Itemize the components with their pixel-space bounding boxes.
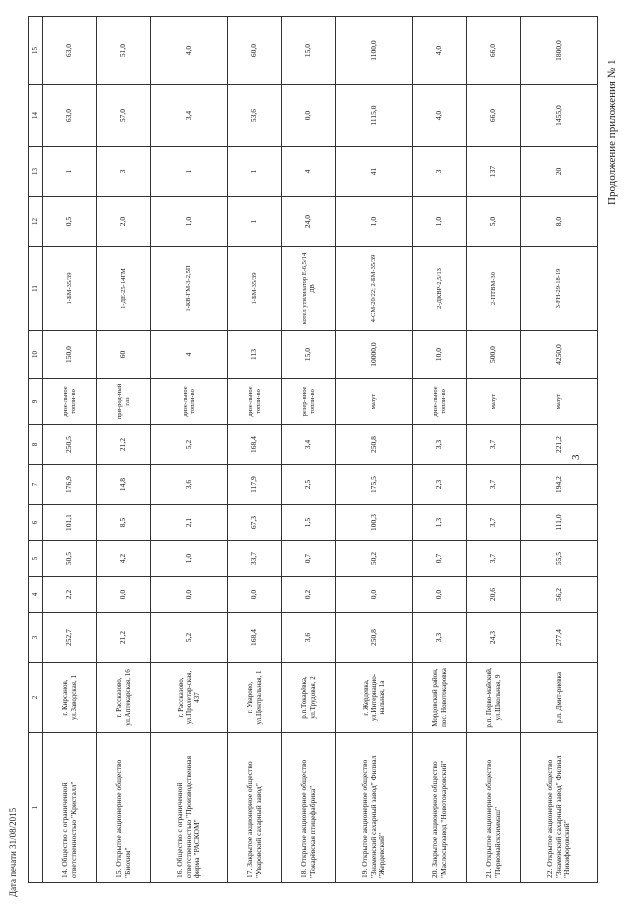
table-cell: 21,2 xyxy=(97,613,151,663)
table-cell: 15,0 xyxy=(282,331,336,379)
table-cell: 60 xyxy=(97,331,151,379)
table-cell: 3,4 xyxy=(282,425,336,465)
table-cell: 4,2 xyxy=(97,541,151,577)
table-cell: 117,9 xyxy=(228,465,282,505)
table-row xyxy=(336,17,413,883)
table-cell: 2,5 xyxy=(282,465,336,505)
table-cell: 1,0 xyxy=(151,541,228,577)
table-cell: мазут xyxy=(467,379,521,425)
table-cell: 63,0 xyxy=(43,17,97,85)
table-cell: 250,8 xyxy=(336,425,413,465)
table-cell: 1100,0 xyxy=(336,17,413,85)
table-cell: 53,6 xyxy=(228,85,282,147)
table-cell: 168,4 xyxy=(228,613,282,663)
table-cell: 1,0 xyxy=(151,197,228,247)
print-date: Дата печати 31/08/2015 xyxy=(8,807,18,897)
column-number: 3 xyxy=(29,613,43,663)
table-cell: 63,0 xyxy=(43,85,97,147)
table-cell: 2-ДКВР-2,5/13 xyxy=(413,247,467,331)
table-cell: 10000,0 xyxy=(336,331,413,379)
table-cell: 4,0 xyxy=(413,85,467,147)
table-cell: р.п. Дмит-риевка xyxy=(521,663,598,733)
table-cell: 15. Открытое акционерное общество "Биохим" xyxy=(97,733,151,883)
column-number: 4 xyxy=(29,577,43,613)
table-cell: 20. Закрытое акционерное общество "Маслосырзавод "Новотокаровский" xyxy=(413,733,467,883)
table-row xyxy=(413,17,467,883)
table-cell: 1455,0 xyxy=(521,85,598,147)
column-number: 12 xyxy=(29,197,43,247)
table-cell: 66,0 xyxy=(467,85,521,147)
table-cell: 113 xyxy=(228,331,282,379)
table-cell: г. Уварово, ул.Центральная, 1 xyxy=(228,663,282,733)
table-cell: 41 xyxy=(336,147,413,197)
table-cell: р.п. Перво-майский, ул.Школьная, 9 xyxy=(467,663,521,733)
column-number: 5 xyxy=(29,541,43,577)
table-cell: 3-FH-29-18-19 xyxy=(521,247,598,331)
table-row xyxy=(97,17,151,883)
table-cell: 194,2 xyxy=(521,465,598,505)
table-cell: г. Рассказово, ул.Пролетар-ская, 437 xyxy=(151,663,228,733)
table-cell: Мордовский район, пос. Новотокаровка xyxy=(413,663,467,733)
table-cell: 1,0 xyxy=(336,197,413,247)
table-cell: 15,0 xyxy=(282,17,336,85)
table-cell: 8,0 xyxy=(521,197,598,247)
table-cell: 5,2 xyxy=(151,425,228,465)
table-cell: 2,3 xyxy=(413,465,467,505)
column-number: 15 xyxy=(29,17,43,85)
table-row xyxy=(43,17,97,883)
column-number: 1 xyxy=(29,733,43,883)
table-cell: 18. Открытое акционерное общество "Токарёвская птицефабрика" xyxy=(282,733,336,883)
table-cell: 1,5 xyxy=(282,505,336,541)
table-cell: котел утилизатор Е-6,5/14 ДВ xyxy=(282,247,336,331)
table-cell: 55,5 xyxy=(521,541,598,577)
table-cell: 100,3 xyxy=(336,505,413,541)
table-cell: 1-КВ-ГМ-3-2,5П xyxy=(151,247,228,331)
table-cell: 21. Открытое акционерное общество "Первомайскхиммаш" xyxy=(467,733,521,883)
table-cell: 67,3 xyxy=(228,505,282,541)
table-cell: 4-СМ-20/22; 2-БМ-35/39 xyxy=(336,247,413,331)
column-number: 13 xyxy=(29,147,43,197)
table-cell: 0,0 xyxy=(282,85,336,147)
table-cell: 1-ДЕ-25-14ГМ xyxy=(97,247,151,331)
table-body xyxy=(43,17,598,883)
table-cell: 4,0 xyxy=(413,17,467,85)
table-cell: 3 xyxy=(413,147,467,197)
table-cell: 21,2 xyxy=(97,425,151,465)
table-cell: 1-БМ-35/39 xyxy=(228,247,282,331)
table-cell: 19. Открытое акционерное общество "Знаменский сахарный завод" Филиал "Жердевский" xyxy=(336,733,413,883)
table-cell: 0,0 xyxy=(97,577,151,613)
table-cell: 57,0 xyxy=(97,85,151,147)
table-cell: 500,0 xyxy=(467,331,521,379)
table-cell: 3,6 xyxy=(282,613,336,663)
table-cell: 0,0 xyxy=(336,577,413,613)
table-cell: 3,7 xyxy=(467,541,521,577)
table-cell: 24,3 xyxy=(467,613,521,663)
data-table xyxy=(28,16,598,883)
table-cell: 2,0 xyxy=(97,197,151,247)
table-cell: 2,2 xyxy=(43,577,97,613)
table-cell: 3,7 xyxy=(467,465,521,505)
table-cell: 175,5 xyxy=(336,465,413,505)
table-cell: 10,0 xyxy=(413,331,467,379)
column-number-row xyxy=(29,17,43,883)
table-cell: 150,0 xyxy=(43,331,97,379)
table-cell: 17. Закрытое акционерное общество "Уваровский сахарный завод" xyxy=(228,733,282,883)
table-cell: 0,0 xyxy=(151,577,228,613)
table-cell: 1115,0 xyxy=(336,85,413,147)
table-cell: 3,3 xyxy=(413,613,467,663)
table-cell: 4250,0 xyxy=(521,331,598,379)
page-number: 3 xyxy=(570,454,582,460)
table-cell: 0,7 xyxy=(282,541,336,577)
table-cell: 221,2 xyxy=(521,425,598,465)
table-row xyxy=(467,17,521,883)
table-cell: 22. Открытое акционерное общество "Знаменский сахарный завод" Филиал "Никифоровский" xyxy=(521,733,598,883)
table-cell: 3,4 xyxy=(151,85,228,147)
table-cell: при-род-ный газ xyxy=(97,379,151,425)
table-cell: 50,5 xyxy=(43,541,97,577)
table-cell: 3,7 xyxy=(467,425,521,465)
table-cell: 252,7 xyxy=(43,613,97,663)
table-cell: 0,0 xyxy=(228,577,282,613)
table-cell: 8,5 xyxy=(97,505,151,541)
table-cell: г. Рассказово, ул.Аптекарская, 16 xyxy=(97,663,151,733)
table-row xyxy=(521,17,598,883)
table-cell: 24,0 xyxy=(282,197,336,247)
table-cell: 16. Общество с ограниченной ответственностью "Производственная фирма "РАСКОМ" xyxy=(151,733,228,883)
table-cell: 5,0 xyxy=(467,197,521,247)
table-cell: 1 xyxy=(228,197,282,247)
table-cell: 1800,0 xyxy=(521,17,598,85)
table-cell: 101,1 xyxy=(43,505,97,541)
appendix-note: Продолжение приложения № 1 xyxy=(606,59,618,205)
table-cell: 1 xyxy=(228,147,282,197)
table-cell: 3,6 xyxy=(151,465,228,505)
table-row xyxy=(228,17,282,883)
table-cell: мазут xyxy=(336,379,413,425)
table-cell: 4,0 xyxy=(151,17,228,85)
table-cell: 176,9 xyxy=(43,465,97,505)
column-number: 11 xyxy=(29,247,43,331)
table-cell: 50,2 xyxy=(336,541,413,577)
column-number: 2 xyxy=(29,663,43,733)
table-cell: дизе-льное топли-во xyxy=(228,379,282,425)
table-row xyxy=(151,17,228,883)
table-cell: 0,5 xyxy=(43,197,97,247)
table-cell: 66,0 xyxy=(467,17,521,85)
column-number: 8 xyxy=(29,425,43,465)
column-number: 10 xyxy=(29,331,43,379)
table-cell: 2-ПТВМ-30 xyxy=(467,247,521,331)
table-cell: дизе-льное топли-во xyxy=(413,379,467,425)
table-cell: 250,8 xyxy=(336,613,413,663)
table-cell: р.п.Токарёвка, ул.Трудовая, 2 xyxy=(282,663,336,733)
table-cell: 0,0 xyxy=(413,577,467,613)
table-cell: 20,6 xyxy=(467,577,521,613)
table-cell: 51,0 xyxy=(97,17,151,85)
column-number: 7 xyxy=(29,465,43,505)
table-cell: 60,0 xyxy=(228,17,282,85)
table-cell: 33,7 xyxy=(228,541,282,577)
table-cell: 1-БМ-35/39 xyxy=(43,247,97,331)
table-cell: 14. Общество с ограниченной ответственностью "Кристалл" xyxy=(43,733,97,883)
table-cell: 0,7 xyxy=(413,541,467,577)
table-cell: 4 xyxy=(282,147,336,197)
table-cell: дизе-льное топли-во xyxy=(151,379,228,425)
table-row xyxy=(282,17,336,883)
table-cell: 1 xyxy=(43,147,97,197)
table-cell: 14,8 xyxy=(97,465,151,505)
table-cell: 20 xyxy=(521,147,598,197)
table-cell: 3,3 xyxy=(413,425,467,465)
column-number: 6 xyxy=(29,505,43,541)
table-cell: мазут xyxy=(521,379,598,425)
table-cell: 1,3 xyxy=(413,505,467,541)
column-number: 9 xyxy=(29,379,43,425)
table-cell: 168,4 xyxy=(228,425,282,465)
table-cell: 0,2 xyxy=(282,577,336,613)
table-cell: 3,7 xyxy=(467,505,521,541)
table-cell: 1,0 xyxy=(413,197,467,247)
table-cell: 277,4 xyxy=(521,613,598,663)
table-cell: г. Кирсанов, ул.Заводская, 1 xyxy=(43,663,97,733)
table-cell: г. Жердевка, ул.Интернацио-нальная, 1а xyxy=(336,663,413,733)
table-cell: резер-вное топли-во xyxy=(282,379,336,425)
table-cell: 137 xyxy=(467,147,521,197)
table-cell: 1 xyxy=(151,147,228,197)
table-cell: дизе-льное топли-во xyxy=(43,379,97,425)
table-cell: 250,5 xyxy=(43,425,97,465)
column-number: 14 xyxy=(29,85,43,147)
table-cell: 4 xyxy=(151,331,228,379)
table-cell: 2,1 xyxy=(151,505,228,541)
table-cell: 5,2 xyxy=(151,613,228,663)
table-cell: 56,2 xyxy=(521,577,598,613)
table-cell: 3 xyxy=(97,147,151,197)
table-cell: 111,0 xyxy=(521,505,598,541)
